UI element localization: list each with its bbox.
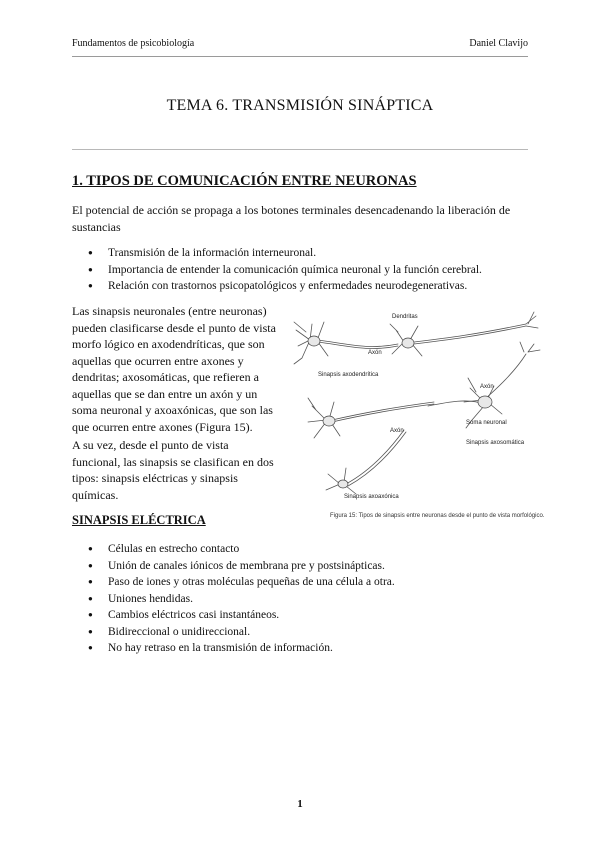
bullet-list-section1	[88, 245, 482, 295]
label-axosomatica: Sinapsis axosomática	[466, 440, 525, 446]
synapse-types-figure	[288, 302, 548, 502]
list-item: ● Paso de iones y otras moléculas pequeñas de una célula a otra.	[88, 574, 395, 591]
text-line: que ocurren entre axones (Figura 15).	[72, 419, 253, 434]
intro-line: sustancias	[72, 219, 121, 234]
bullet-list-section2	[88, 541, 395, 657]
soma-shape	[338, 480, 348, 488]
text-line: soma neuronal y axoaxónicas, que son las	[72, 403, 273, 417]
page-number: 1	[297, 798, 303, 810]
text-line: funcional, las sinapsis se clasifican en dos	[72, 454, 274, 469]
figure-caption: Figura 15: Tipos de sinapsis entre neuronas desde el punto de vista morfológico.	[330, 513, 545, 519]
label-axon: Axón	[480, 384, 494, 390]
label-axodendritica: Sinapsis axodendrítica	[318, 372, 379, 378]
list-item: ● Células en estrecho contacto	[88, 541, 395, 558]
intro-paragraph	[72, 202, 532, 235]
page-title: TEMA 6. TRANSMISIÓN SINÁPTICA	[166, 97, 434, 114]
text-line: tipos: sinapsis eléctricas y sinapsis	[72, 471, 238, 485]
text-line: dendritas; axosomáticas, que refieren a	[72, 370, 259, 384]
list-item: ● Uniones hendidas.	[88, 591, 395, 608]
text-line: Las sinapsis neuronales (entre neuronas)	[72, 304, 267, 318]
section-heading-tipos: 1. TIPOS DE COMUNICACIÓN ENTRE NEURONAS	[72, 173, 417, 189]
list-item: ● Bidireccional o unidireccional.	[88, 624, 395, 641]
text-line: aquellas que ocurren entre axones y	[72, 353, 244, 368]
section-heading-sinapsis-electrica: SINAPSIS ELÉCTRICA	[72, 513, 206, 527]
morphology-paragraph	[72, 303, 284, 435]
soma-shape	[308, 336, 320, 346]
soma-shape	[402, 338, 414, 348]
text-line: químicas.	[72, 487, 119, 502]
functional-paragraph	[72, 437, 284, 503]
header-right: Daniel Clavijo	[469, 38, 528, 49]
list-item: ● Importancia de entender la comunicación química neuronal y la función cerebral.	[88, 262, 482, 279]
label-axon: Axón	[368, 350, 382, 356]
intro-line: El potencial de acción se propaga a los botones terminales desencadenando la liberación de	[72, 203, 511, 217]
label-dendritas: Dendritas	[392, 314, 418, 320]
soma-shape	[478, 396, 492, 408]
header-left: Fundamentos de psicobiología	[72, 38, 195, 49]
text-line: morfo lógico en axodendríticas, que son	[72, 337, 265, 351]
neuron-drawing	[486, 342, 540, 398]
list-item: ● Unión de canales iónicos de membrana pre y postsinápticas.	[88, 558, 395, 575]
list-item: ● Cambios eléctricos casi instantáneos.	[88, 607, 395, 624]
title-divider	[72, 149, 528, 150]
label-axon: Axón	[390, 428, 404, 434]
label-axoaxonica: Sinapsis axoaxónica	[344, 494, 399, 500]
soma-shape	[323, 416, 335, 426]
label-soma-neuronal: Soma neuronal	[466, 420, 507, 426]
text-line: pueden clasificarse desde el punto de vista	[72, 320, 276, 335]
text-line: aquellas que se dan entre un axón y un	[72, 386, 258, 401]
text-line: A su vez, desde el punto de vista	[72, 438, 229, 452]
list-item: ● Transmisión de la información interneuronal.	[88, 245, 482, 262]
header-divider	[72, 56, 528, 57]
list-item: ● No hay retraso en la transmisión de información.	[88, 640, 395, 657]
list-item: ● Relación con trastornos psicopatológicos y enfermedades neurodegenerativas.	[88, 278, 482, 295]
